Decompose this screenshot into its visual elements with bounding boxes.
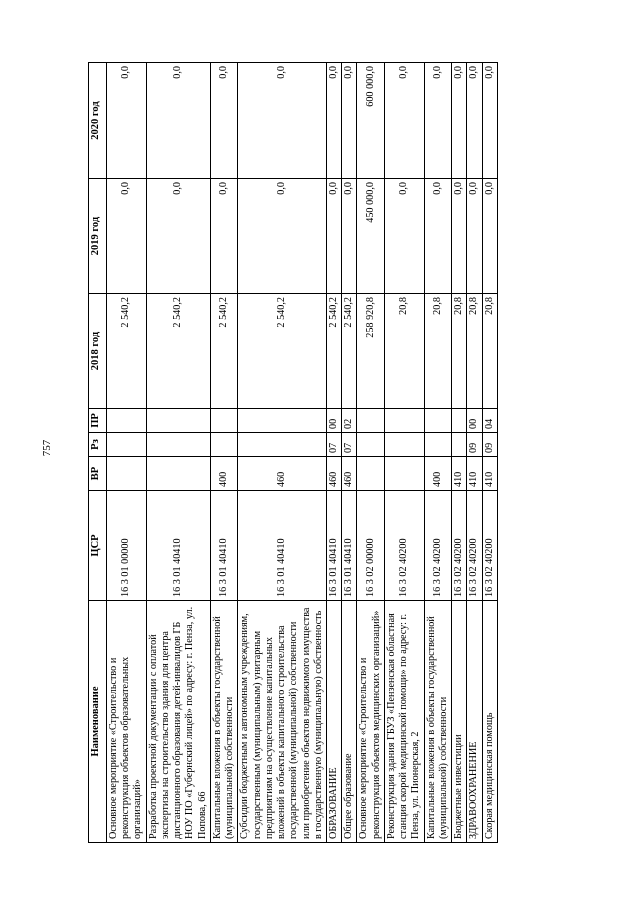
cell-csr: 16 3 01 40410 bbox=[238, 491, 327, 601]
cell-pr: 00 bbox=[326, 409, 341, 433]
header-2019: 2019 год bbox=[89, 179, 107, 294]
cell-2020: 0,0 bbox=[238, 63, 327, 179]
cell-vr: 460 bbox=[238, 457, 327, 491]
cell-vr bbox=[357, 457, 384, 491]
cell-rz bbox=[210, 433, 237, 457]
cell-2020: 0,0 bbox=[482, 63, 497, 179]
table-row bbox=[107, 63, 147, 843]
table-row bbox=[210, 63, 237, 843]
cell-2020: 600 000,0 bbox=[357, 63, 384, 179]
cell-2018: 2 540,2 bbox=[238, 294, 327, 409]
table-row bbox=[326, 63, 341, 843]
header-2018: 2018 год bbox=[89, 294, 107, 409]
cell-rz bbox=[107, 433, 147, 457]
cell-2018: 20,8 bbox=[482, 294, 497, 409]
table-row bbox=[384, 63, 424, 843]
cell-rz: 09 bbox=[482, 433, 497, 457]
header-name: Наименование bbox=[89, 601, 107, 843]
cell-vr bbox=[146, 457, 210, 491]
cell-csr: 16 3 01 40410 bbox=[210, 491, 237, 601]
cell-name: Общее образование bbox=[342, 601, 357, 843]
budget-table bbox=[88, 62, 498, 843]
cell-pr: 00 bbox=[467, 409, 482, 433]
cell-pr bbox=[238, 409, 327, 433]
cell-rz bbox=[384, 433, 424, 457]
table-row bbox=[482, 63, 497, 843]
cell-2018: 2 540,2 bbox=[326, 294, 341, 409]
cell-name: Основное мероприятие «Строительство и реконструкция объектов медицинских организаций» bbox=[357, 601, 384, 843]
cell-2020: 0,0 bbox=[326, 63, 341, 179]
cell-csr: 16 3 02 00000 bbox=[357, 491, 384, 601]
cell-2020: 0,0 bbox=[146, 63, 210, 179]
page-number: 757 bbox=[41, 439, 53, 457]
cell-csr: 16 3 01 40410 bbox=[326, 491, 341, 601]
cell-2019: 450 000,0 bbox=[357, 179, 384, 294]
cell-name: Бюджетные инвестиции bbox=[452, 601, 467, 843]
cell-2018: 2 540,2 bbox=[107, 294, 147, 409]
cell-name: Скорая медицинская помощь bbox=[482, 601, 497, 843]
cell-pr bbox=[210, 409, 237, 433]
cell-2020: 0,0 bbox=[210, 63, 237, 179]
cell-vr: 460 bbox=[342, 457, 357, 491]
cell-2019: 0,0 bbox=[424, 179, 451, 294]
table-row bbox=[424, 63, 451, 843]
cell-name: Основное мероприятие «Строительство и реконструкция объектов образовательных организаций» bbox=[107, 601, 147, 843]
table-row bbox=[357, 63, 384, 843]
cell-2020: 0,0 bbox=[384, 63, 424, 179]
cell-2019: 0,0 bbox=[238, 179, 327, 294]
table-row bbox=[452, 63, 467, 843]
cell-rz bbox=[357, 433, 384, 457]
cell-2018: 2 540,2 bbox=[342, 294, 357, 409]
cell-csr: 16 3 02 40200 bbox=[482, 491, 497, 601]
cell-2019: 0,0 bbox=[342, 179, 357, 294]
cell-csr: 16 3 01 00000 bbox=[107, 491, 147, 601]
table-header-row bbox=[89, 63, 107, 843]
cell-vr bbox=[107, 457, 147, 491]
cell-rz bbox=[146, 433, 210, 457]
cell-2018: 20,8 bbox=[467, 294, 482, 409]
cell-2018: 20,8 bbox=[384, 294, 424, 409]
header-vr: ВР bbox=[89, 457, 107, 491]
cell-name: ЗДРАВООХРАНЕНИЕ bbox=[467, 601, 482, 843]
cell-name: Капитальные вложения в объекты государственной (муниципальной) собственности bbox=[210, 601, 237, 843]
cell-rz bbox=[424, 433, 451, 457]
cell-2019: 0,0 bbox=[384, 179, 424, 294]
cell-2020: 0,0 bbox=[467, 63, 482, 179]
cell-rz: 07 bbox=[326, 433, 341, 457]
cell-pr bbox=[384, 409, 424, 433]
cell-csr: 16 3 01 40410 bbox=[342, 491, 357, 601]
cell-pr bbox=[146, 409, 210, 433]
header-2020: 2020 год bbox=[89, 63, 107, 179]
cell-pr: 02 bbox=[342, 409, 357, 433]
cell-name: Разработка проектной документации с оплатой экспертизы на строительство здания для центра дистанционного образования детей-инвалидов ГБ НОУ ПО «Губернский лицей» по адресу: г. Пенза, ул. Попова, 66 bbox=[146, 601, 210, 843]
table-row bbox=[342, 63, 357, 843]
cell-vr: 400 bbox=[210, 457, 237, 491]
cell-2019: 0,0 bbox=[326, 179, 341, 294]
cell-2019: 0,0 bbox=[482, 179, 497, 294]
cell-vr: 410 bbox=[482, 457, 497, 491]
cell-rz: 09 bbox=[467, 433, 482, 457]
cell-pr bbox=[107, 409, 147, 433]
table-row bbox=[146, 63, 210, 843]
cell-csr: 16 3 02 40200 bbox=[424, 491, 451, 601]
cell-2018: 258 920,8 bbox=[357, 294, 384, 409]
cell-pr bbox=[357, 409, 384, 433]
cell-name: Капитальные вложения в объекты государственной (муниципальной) собственности bbox=[424, 601, 451, 843]
cell-2020: 0,0 bbox=[424, 63, 451, 179]
cell-csr: 16 3 02 40200 bbox=[384, 491, 424, 601]
cell-2019: 0,0 bbox=[210, 179, 237, 294]
cell-2018: 2 540,2 bbox=[210, 294, 237, 409]
cell-2019: 0,0 bbox=[452, 179, 467, 294]
cell-vr: 400 bbox=[424, 457, 451, 491]
cell-2019: 0,0 bbox=[146, 179, 210, 294]
cell-rz bbox=[452, 433, 467, 457]
table-row bbox=[238, 63, 327, 843]
cell-2018: 20,8 bbox=[452, 294, 467, 409]
cell-vr bbox=[384, 457, 424, 491]
cell-2020: 0,0 bbox=[452, 63, 467, 179]
header-rz: Рз bbox=[89, 433, 107, 457]
cell-rz: 07 bbox=[342, 433, 357, 457]
cell-csr: 16 3 01 40410 bbox=[146, 491, 210, 601]
cell-rz bbox=[238, 433, 327, 457]
cell-csr: 16 3 02 40200 bbox=[452, 491, 467, 601]
cell-name: Реконструкция здания ГБУЗ «Пензенская областная станция скорой медицинской помощи» по адресу: г. Пенза, ул. Пионерская, 2 bbox=[384, 601, 424, 843]
header-pr: ПР bbox=[89, 409, 107, 433]
cell-2018: 20,8 bbox=[424, 294, 451, 409]
cell-vr: 460 bbox=[326, 457, 341, 491]
cell-2019: 0,0 bbox=[107, 179, 147, 294]
cell-pr: 04 bbox=[482, 409, 497, 433]
cell-2020: 0,0 bbox=[342, 63, 357, 179]
cell-2020: 0,0 bbox=[107, 63, 147, 179]
header-csr: ЦСР bbox=[89, 491, 107, 601]
cell-pr bbox=[452, 409, 467, 433]
cell-name: Субсидии бюджетным и автономным учреждениям, государственным (муниципальным) унитарным предприятиям на осуществление капитальных вложений в объекты капитального строительства государственной (муниципальной) собственности или приобретение объектов недвижимого имущества в государственную (муниципальную) собственность bbox=[238, 601, 327, 843]
rotated-page-content bbox=[88, 63, 516, 843]
table-row bbox=[467, 63, 482, 843]
cell-name: ОБРАЗОВАНИЕ bbox=[326, 601, 341, 843]
cell-2018: 2 540,2 bbox=[146, 294, 210, 409]
cell-vr: 410 bbox=[452, 457, 467, 491]
cell-vr: 410 bbox=[467, 457, 482, 491]
cell-pr bbox=[424, 409, 451, 433]
cell-csr: 16 3 02 40200 bbox=[467, 491, 482, 601]
cell-2019: 0,0 bbox=[467, 179, 482, 294]
